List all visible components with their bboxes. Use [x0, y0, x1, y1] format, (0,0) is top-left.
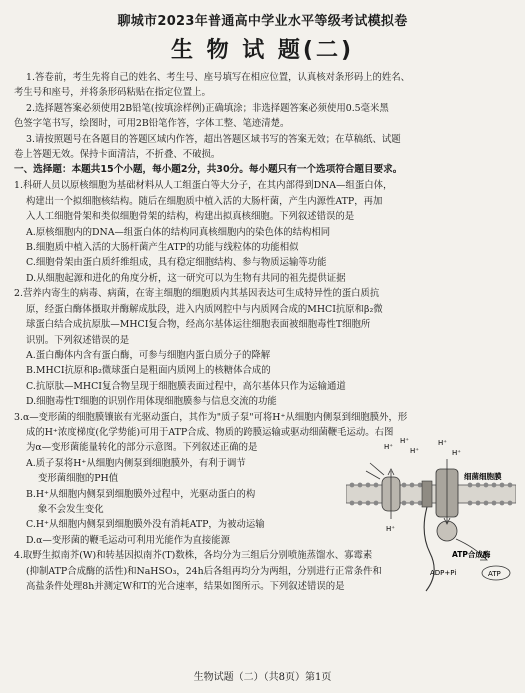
membrane-energy-diagram [346, 423, 516, 595]
question-stem-line: (抑制ATP合成酶的活性)和NaHSO₃，24h后各组再均分为两组，分别进行正常条件和 [26, 565, 382, 577]
section-heading [14, 162, 511, 178]
option-c: C.H⁺从细胞内侧泵到细胞膜外没有消耗ATP，为被动运输 [26, 519, 265, 531]
flagellum-motor [422, 481, 432, 507]
proton-label: H⁺ [410, 447, 419, 455]
option-b: B.MHCⅠ抗原和β₂微球蛋白是粗面内质网上的核糖体合成的 [26, 365, 271, 377]
option-a: A.质子泵将H⁺从细胞内侧泵到细胞膜外，有利于调节 [26, 457, 246, 469]
question-stem-line: 3.α—变形菌的细胞膜镶嵌有光驱动蛋白，其作为"质子泵"可将H⁺从细胞内侧泵到细胞膜外，形 [14, 411, 408, 423]
atp-synthase-label: ATP合成酶 [452, 550, 491, 559]
adp-label: ADP+Pi [430, 569, 457, 577]
note-line: 卷上答题无效。保持卡面清洁，不折叠、不破损。 [14, 149, 221, 161]
page-footer: 生物试题（二）（共8页）第1页 [193, 672, 332, 683]
note-line: 2.选择题答案必须使用2B铅笔(按填涂样例)正确填涂；非选择题答案必须使用0.5毫米黑 [26, 102, 389, 114]
exam-title: 聊城市2023年普通高中学业水平等级考试模拟卷 [117, 14, 408, 29]
atp-label: ATP [488, 570, 501, 578]
membrane-label: 细菌细胞膜 [464, 472, 502, 481]
question-stem-line: 4.取野生拟南芥(W)和转基因拟南芥(T)数株，各均分为三组后分别喷施蒸馏水、寡霉素 [14, 550, 373, 562]
question-stem-line: 识别。下列叙述错误的是 [26, 334, 130, 346]
proton-label: H⁺ [384, 443, 393, 451]
note-line: 考生号和座号，并将条形码粘贴在指定位置上。 [14, 87, 211, 99]
option-b-cont: 象不会发生变化 [38, 503, 104, 515]
question-stem-line: 1.科研人员以原核细胞为基础材料从人工组蛋白等大分子，在其内部得到DNA—组蛋白体， [14, 180, 393, 192]
question-stem-line: 成的H⁺浓度梯度(化学势能)可用于ATP合成、物质的跨膜运输或驱动细菌鞭毛运动。右图 [26, 426, 394, 438]
question-stem-line: 构建出一个拟细胞核结构。随后在细胞质中植入活的大肠杆菌，产生内源性ATP，再加 [26, 195, 383, 207]
option-d: D.细胞毒性T细胞的识别作用体现细胞膜参与信息交流的功能 [26, 396, 277, 408]
subject-title: 生 物 试 题(二) [170, 38, 355, 63]
option-c: C.抗原肽—MHCⅠ复合物呈现于细胞膜表面过程中，高尔基体只作为运输通道 [26, 380, 346, 392]
note-line: 3.请按照题号在各题目的答题区域内作答，超出答题区域书写的答案无效；在草稿纸、试题 [26, 133, 401, 145]
question-stem-line: 高盐条件处理8h并测定W和T的光合速率，结果如图所示。下列叙述错误的是 [26, 581, 345, 592]
flagellum [424, 507, 434, 591]
option-a: A.原核细胞内的DNA—组蛋白体的结构同真核细胞内的染色体的结构相同 [26, 226, 331, 238]
question-stem-line: 入人工细胞骨架和类似细胞骨架的结构，构建出拟真核细胞。下列叙述错误的是 [26, 211, 355, 223]
question-stem-line: 为α—变形菌能量转化的部分示意图。下列叙述正确的是 [26, 442, 258, 454]
note-line: 色签字笔书写，绘图时，可用2B铅笔作答，字体工整、笔迹清楚。 [14, 118, 290, 130]
option-c: C.细胞骨架由蛋白质纤维组成，具有稳定细胞结构、参与物质运输等功能 [26, 257, 327, 269]
proton-label: H⁺ [452, 449, 461, 457]
option-d: D.从细胞起源和进化的角度分析，这一研究可以为生物有共同的祖先提供证据 [26, 272, 346, 284]
question-stem-line: 2.营养内寄生的病毒、病菌，在寄主细胞的细胞质内其基因表达可生成特异性的蛋白质抗 [14, 288, 380, 300]
option-b: B.细胞质中植入活的大肠杆菌产生ATP的功能与线粒体的功能相似 [26, 242, 299, 254]
option-b: B.H⁺从细胞内侧泵到细胞膜外过程中，光驱动蛋白的构 [26, 488, 256, 500]
option-a: A.蛋白酶体内含有蛋白酶，可参与细胞内蛋白质分子的降解 [26, 349, 271, 361]
proton-label: H⁺ [386, 525, 395, 533]
section-label: 一、选择题： [14, 164, 72, 176]
light-rays [366, 463, 384, 479]
proton-label: H⁺ [400, 437, 409, 445]
question-2 [14, 286, 511, 409]
question-1 [14, 178, 511, 286]
proton-label: H⁺ [438, 439, 447, 447]
option-d: D.α—变形菌的鞭毛运动可利用光能作为直接能源 [26, 534, 230, 546]
question-stem-line: 球蛋白结合成抗原肽—MHCⅠ复合物，经高尔基体运往细胞表面被细胞毒性T细胞所 [26, 319, 371, 331]
option-a-cont: 变形菌细胞的PH值 [38, 473, 119, 485]
question-stem-line: 原，经蛋白酶体摄取并酶解成肽段，进入内质网腔中与内质网合成的MHCⅠ抗原和β₂微 [26, 303, 383, 315]
section-description: 本题共15个小题，每小题2分，共30分。每小题只有一个选项符合题目要求。 [71, 164, 403, 176]
note-line: 1.答卷前，考生先将自己的姓名、考生号、座号填写在相应位置，认真核对条形码上的姓名、 [26, 72, 410, 83]
instructions [14, 70, 511, 162]
